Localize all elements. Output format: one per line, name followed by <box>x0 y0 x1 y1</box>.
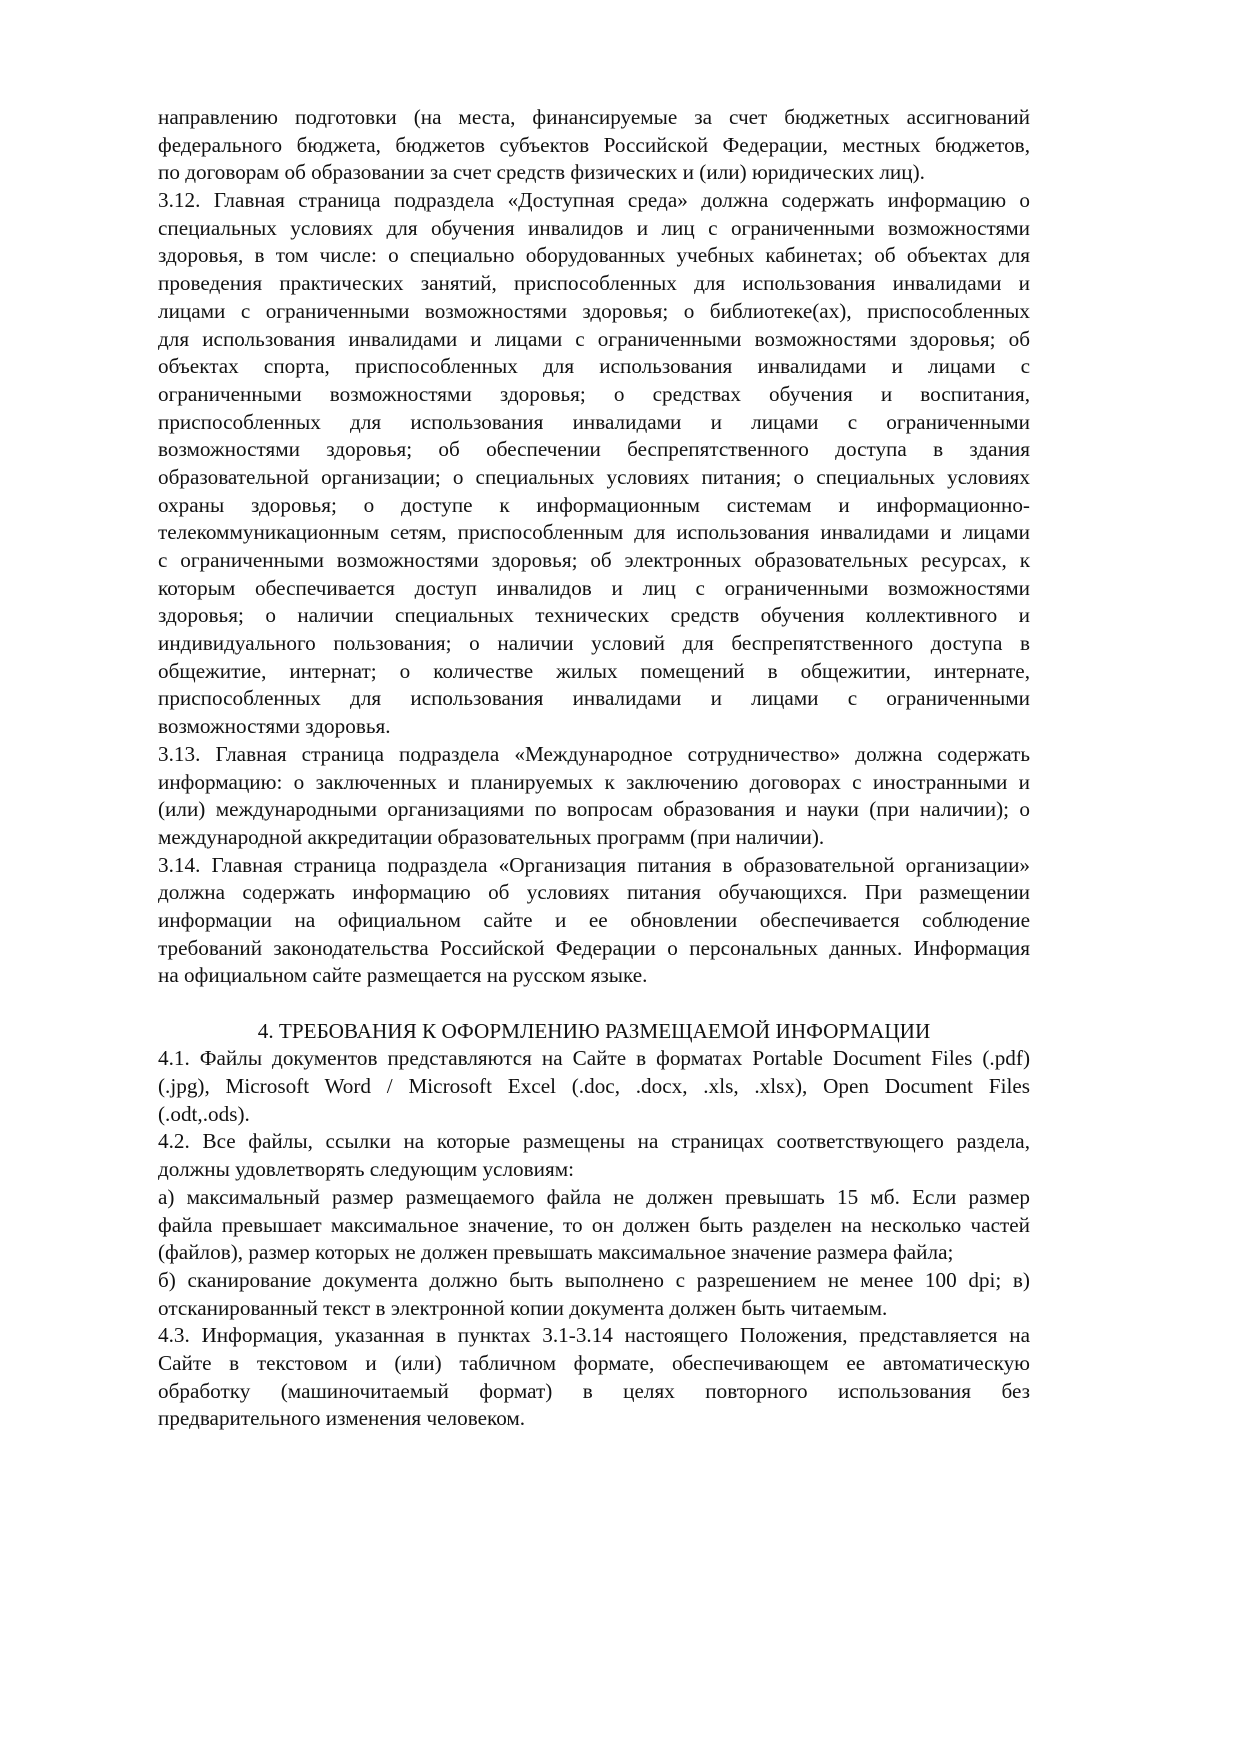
section-spacer <box>158 990 1030 1018</box>
text-line: 4.2. Все файлы, ссылки на которые размещены на страницах соответствующего раздела, <box>158 1129 1030 1154</box>
paragraph <box>158 1184 1030 1267</box>
text-line: информации на официальном сайте и ее обновлении обеспечивается соблюдение <box>158 907 1030 932</box>
text-line: б) сканирование документа должно быть выполнено с разрешением не менее 100 dpi; в) <box>158 1267 1030 1292</box>
text-line: охраны здоровья; о доступе к информационным системам и информационно- <box>158 492 1030 517</box>
section-heading: 4. ТРЕБОВАНИЯ К ОФОРМЛЕНИЮ РАЗМЕЩАЕМОЙ ИНФОРМАЦИИ <box>257 1018 931 1043</box>
paragraph <box>158 1128 1030 1183</box>
text-line: должны удовлетворять следующим условиям: <box>158 1157 574 1182</box>
text-line: требований законодательства Российской Федерации о персональных данных. Информация <box>158 935 1030 960</box>
paragraph <box>158 1045 1030 1128</box>
paragraph <box>158 741 1030 852</box>
text-line: проведения практических занятий, приспособленных для использования инвалидами и <box>158 271 1030 296</box>
text-line: обработку (машиночитаемый формат) в целях повторного использования без <box>158 1378 1030 1403</box>
text-line: 3.12. Главная страница подраздела «Доступная среда» должна содержать информацию о <box>158 188 1030 213</box>
paragraph <box>158 1267 1030 1322</box>
text-line: возможностями здоровья; об обеспечении беспрепятственного доступа в здания <box>158 437 1030 462</box>
text-line: (.jpg), Microsoft Word / Microsoft Excel (.doc, .docx, .xls, .xlsx), Open Document Files <box>158 1074 1030 1099</box>
text-line: лицами с ограниченными возможностями здоровья; о библиотеке(ах), приспособленных <box>158 298 1030 323</box>
text-line: на официальном сайте размещается на русском языке. <box>158 963 648 988</box>
text-line: (.odt,.ods). <box>158 1101 250 1126</box>
text-line: предварительного изменения человеком. <box>158 1406 526 1431</box>
text-line: 3.14. Главная страница подраздела «Организация питания в образовательной организации» <box>158 852 1030 877</box>
text-line: образовательной организации; о специальных условиях питания; о специальных условиях <box>158 464 1030 489</box>
text-line: информацию: о заключенных и планируемых к заключению договорах с иностранными и <box>158 769 1030 794</box>
paragraph <box>158 852 1030 990</box>
text-line: приспособленных для использования инвалидами и лицами с ограниченными <box>158 409 1030 434</box>
text-line: объектах спорта, приспособленных для использования инвалидами и лицами с <box>158 354 1030 379</box>
text-line: файла превышает максимальное значение, то он должен быть разделен на несколько частей <box>158 1212 1030 1237</box>
text-line: направлению подготовки (на места, финансируемые за счет бюджетных ассигнований <box>158 105 1030 129</box>
text-line: для использования инвалидами и лицами с ограниченными возможностями здоровья; об <box>158 326 1030 351</box>
text-line: возможностями здоровья. <box>158 714 391 739</box>
text-line: а) максимальный размер размещаемого файла не должен превышать 15 мб. Если размер <box>158 1184 1030 1209</box>
text-line: приспособленных для использования инвалидами и лицами с ограниченными <box>158 686 1030 711</box>
text-line: должна содержать информацию об условиях питания обучающихся. При размещении <box>158 880 1030 905</box>
text-line: телекоммуникационным сетям, приспособленным для использования инвалидами и лицами <box>158 520 1030 545</box>
text-line: 4.3. Информация, указанная в пунктах 3.1-3.14 настоящего Положения, представляется на <box>158 1323 1030 1348</box>
text-line: международной аккредитации образовательных программ (при наличии). <box>158 824 825 849</box>
text-line: здоровья; о наличии специальных технических средств обучения коллективного и <box>158 603 1030 628</box>
text-line: федерального бюджета, бюджетов субъектов Российской Федерации, местных бюджетов, <box>158 132 1030 157</box>
text-line: (или) международными организациями по вопросам образования и науки (при наличии); о <box>158 797 1030 822</box>
text-line: специальных условиях для обучения инвалидов и лиц с ограниченными возможностями <box>158 215 1030 240</box>
document-page <box>158 104 1030 1433</box>
text-line: (файлов), размер которых не должен превышать максимальное значение размера файла; <box>158 1240 954 1265</box>
paragraph <box>158 104 1030 187</box>
text-line: здоровья, в том числе: о специально оборудованных учебных кабинетах; об объектах для <box>158 243 1030 268</box>
text-line: общежитие, интернат; о количестве жилых помещений в общежитии, интернате, <box>158 658 1030 683</box>
text-line: ограниченными возможностями здоровья; о средствах обучения и воспитания, <box>158 381 1030 406</box>
text-line: которым обеспечивается доступ инвалидов и лиц с ограниченными возможностями <box>158 575 1030 600</box>
paragraph <box>158 187 1030 741</box>
text-line: отсканированный текст в электронной копии документа должен быть читаемым. <box>158 1295 888 1320</box>
text-line: с ограниченными возможностями здоровья; об электронных образовательных ресурсах, к <box>158 548 1030 572</box>
text-line: 4.1. Файлы документов представляются на Сайте в форматах Portable Document Files (.pdf) <box>158 1046 1030 1071</box>
text-line: индивидуального пользования; о наличии условий для беспрепятственного доступа в <box>158 631 1030 656</box>
paragraph <box>158 1322 1030 1433</box>
text-line: по договорам об образовании за счет средств физических и (или) юридических лиц). <box>158 160 925 185</box>
text-line: 3.13. Главная страница подраздела «Международное сотрудничество» должна содержать <box>158 741 1030 766</box>
text-line: Сайте в текстовом и (или) табличном формате, обеспечивающем ее автоматическую <box>158 1350 1030 1375</box>
